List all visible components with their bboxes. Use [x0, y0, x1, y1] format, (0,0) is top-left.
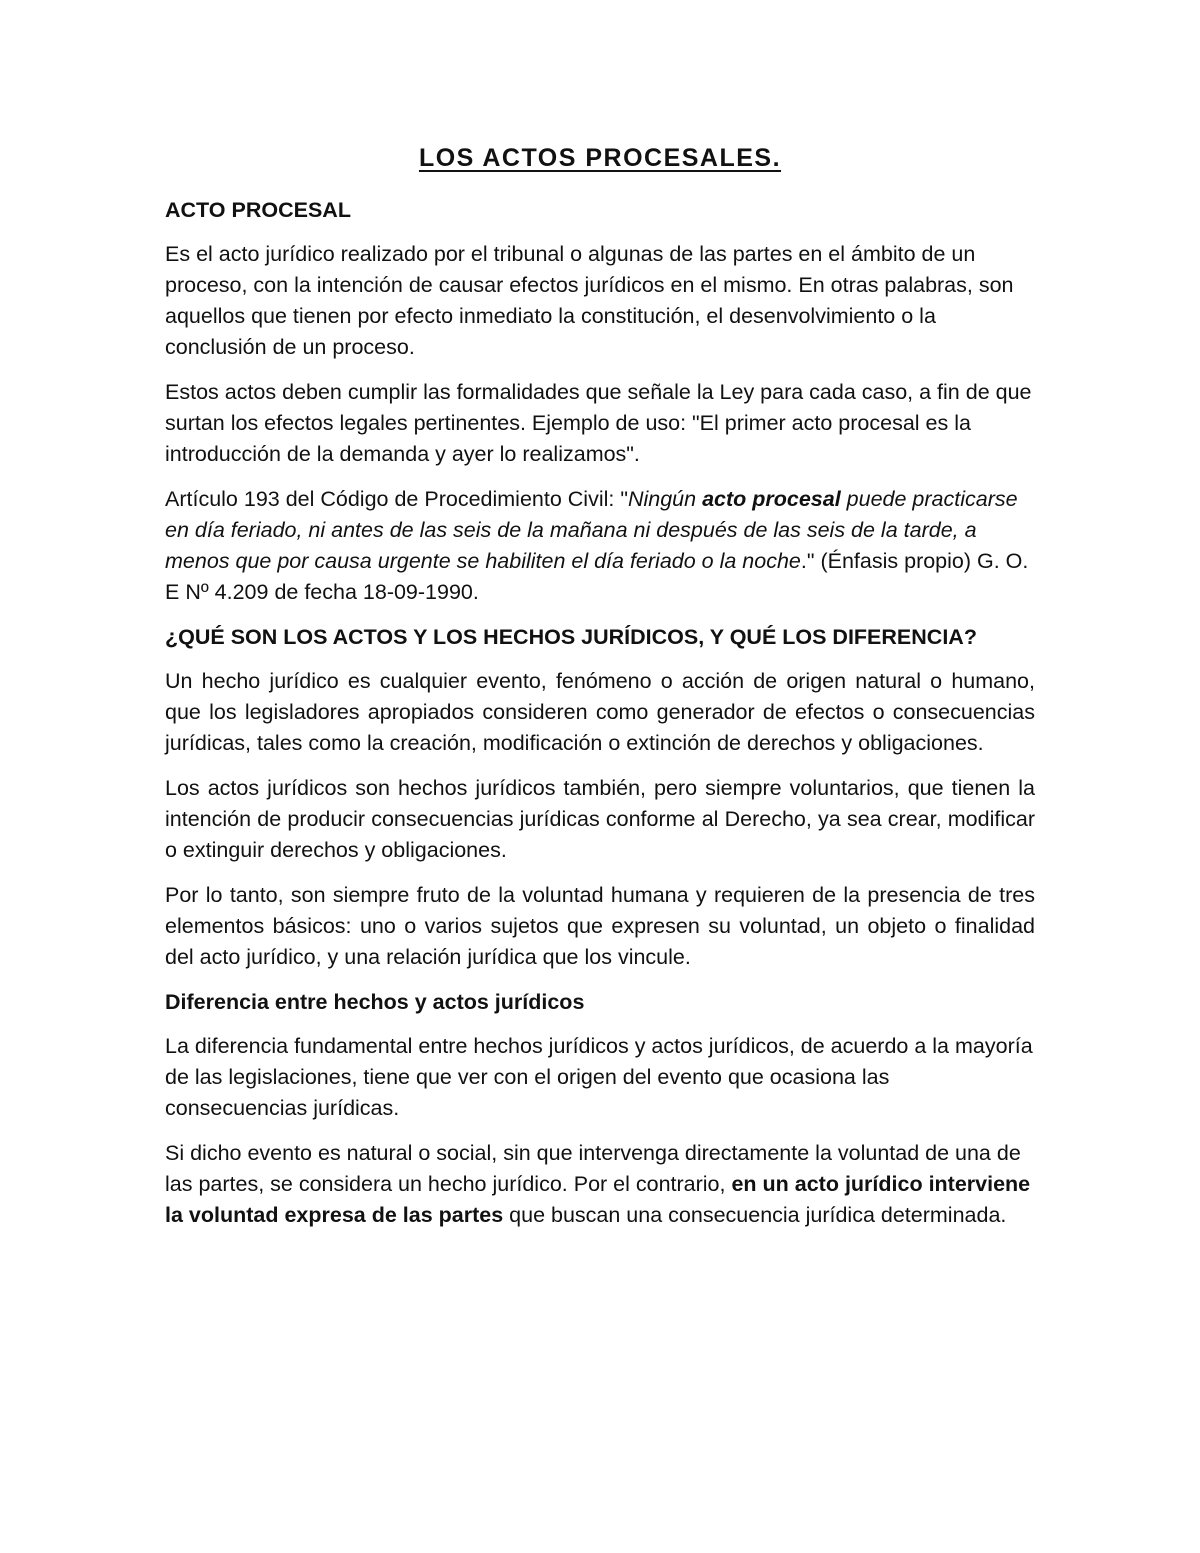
- article-quote-end: puede practicarse en día feriado, ni antes de las seis de la mañana ni después de las seis de la tarde, a menos que por causa urgente se habiliten el día feriado o la noche: [165, 487, 1018, 573]
- paragraph-formalities: Estos actos deben cumplir las formalidades que señale la Ley para cada caso, a fin de que surtan los efectos legales pertinentes. Ejemplo de uso: "El primer acto procesal es la introducción de la demanda y ayer lo realizamos".: [165, 380, 1032, 466]
- section-heading-acto-procesal: ACTO PROCESAL: [165, 198, 351, 222]
- paragraph-voluntad-humana: Por lo tanto, son siempre fruto de la voluntad humana y requieren de la presencia de tres elementos básicos: uno o varios sujetos que expresen su voluntad, un objeto o finalidad del acto jurídico, y una relación jurídica que los vincule.: [165, 883, 1035, 969]
- paragraph-definition: Es el acto jurídico realizado por el tribunal o algunas de las partes en el ámbito de un proceso, con la intención de causar efectos jurídicos en el mismo. En otras palabras, son aquellos que tienen por efecto inmediato la constitución, el desenvolvimiento o la conclusión de un proceso.: [165, 242, 1014, 359]
- evento-lead: Si dicho evento es natural o social, sin que intervenga directamente la voluntad de una de las partes, se considera un hecho jurídico. Por el contrario,: [165, 1141, 1021, 1196]
- article-quote-start: Ningún: [627, 487, 703, 511]
- paragraph-diferencia-fundamental: La diferencia fundamental entre hechos jurídicos y actos jurídicos, de acuerdo a la mayoría de las legislaciones, tiene que ver con el origen del evento que ocasiona las consecuencias jurídicas.: [165, 1034, 1033, 1120]
- document-title: LOS ACTOS PROCESALES.: [418, 144, 782, 172]
- article-lead: Artículo 193 del Código de Procedimiento Civil: ": [165, 487, 628, 511]
- paragraph-actos-juridicos: Los actos jurídicos son hechos jurídicos también, pero siempre voluntarios, que tienen la intención de producir consecuencias jurídicas conforme al Derecho, ya sea crear, modificar o extinguir derechos y obligaciones.: [165, 776, 1035, 862]
- paragraph-hecho-juridico: Un hecho jurídico es cualquier evento, fenómeno o acción de origen natural o humano, que los legisladores apropiados consideren como generador de efectos o consecuencias jurídicas, tales como la creación, modificación o extinción de derechos y obligaciones.: [165, 669, 1035, 755]
- article-citation: ." (Énfasis propio) G. O. E Nº 4.209 de fecha 18-09-1990.: [165, 549, 1029, 604]
- article-quote-emphasis: acto procesal: [702, 487, 841, 511]
- paragraph-article-193: [165, 484, 1035, 608]
- paragraph-evento-natural: [165, 1138, 1035, 1231]
- evento-tail: que buscan una consecuencia jurídica determinada.: [503, 1203, 1007, 1227]
- section-heading-actos-hechos: ¿QUÉ SON LOS ACTOS Y LOS HECHOS JURÍDICOS, Y QUÉ LOS DIFERENCIA?: [165, 625, 977, 649]
- section-heading-diferencia: Diferencia entre hechos y actos jurídicos: [165, 990, 585, 1014]
- evento-emphasis: en un acto jurídico interviene la voluntad expresa de las partes: [165, 1172, 1031, 1227]
